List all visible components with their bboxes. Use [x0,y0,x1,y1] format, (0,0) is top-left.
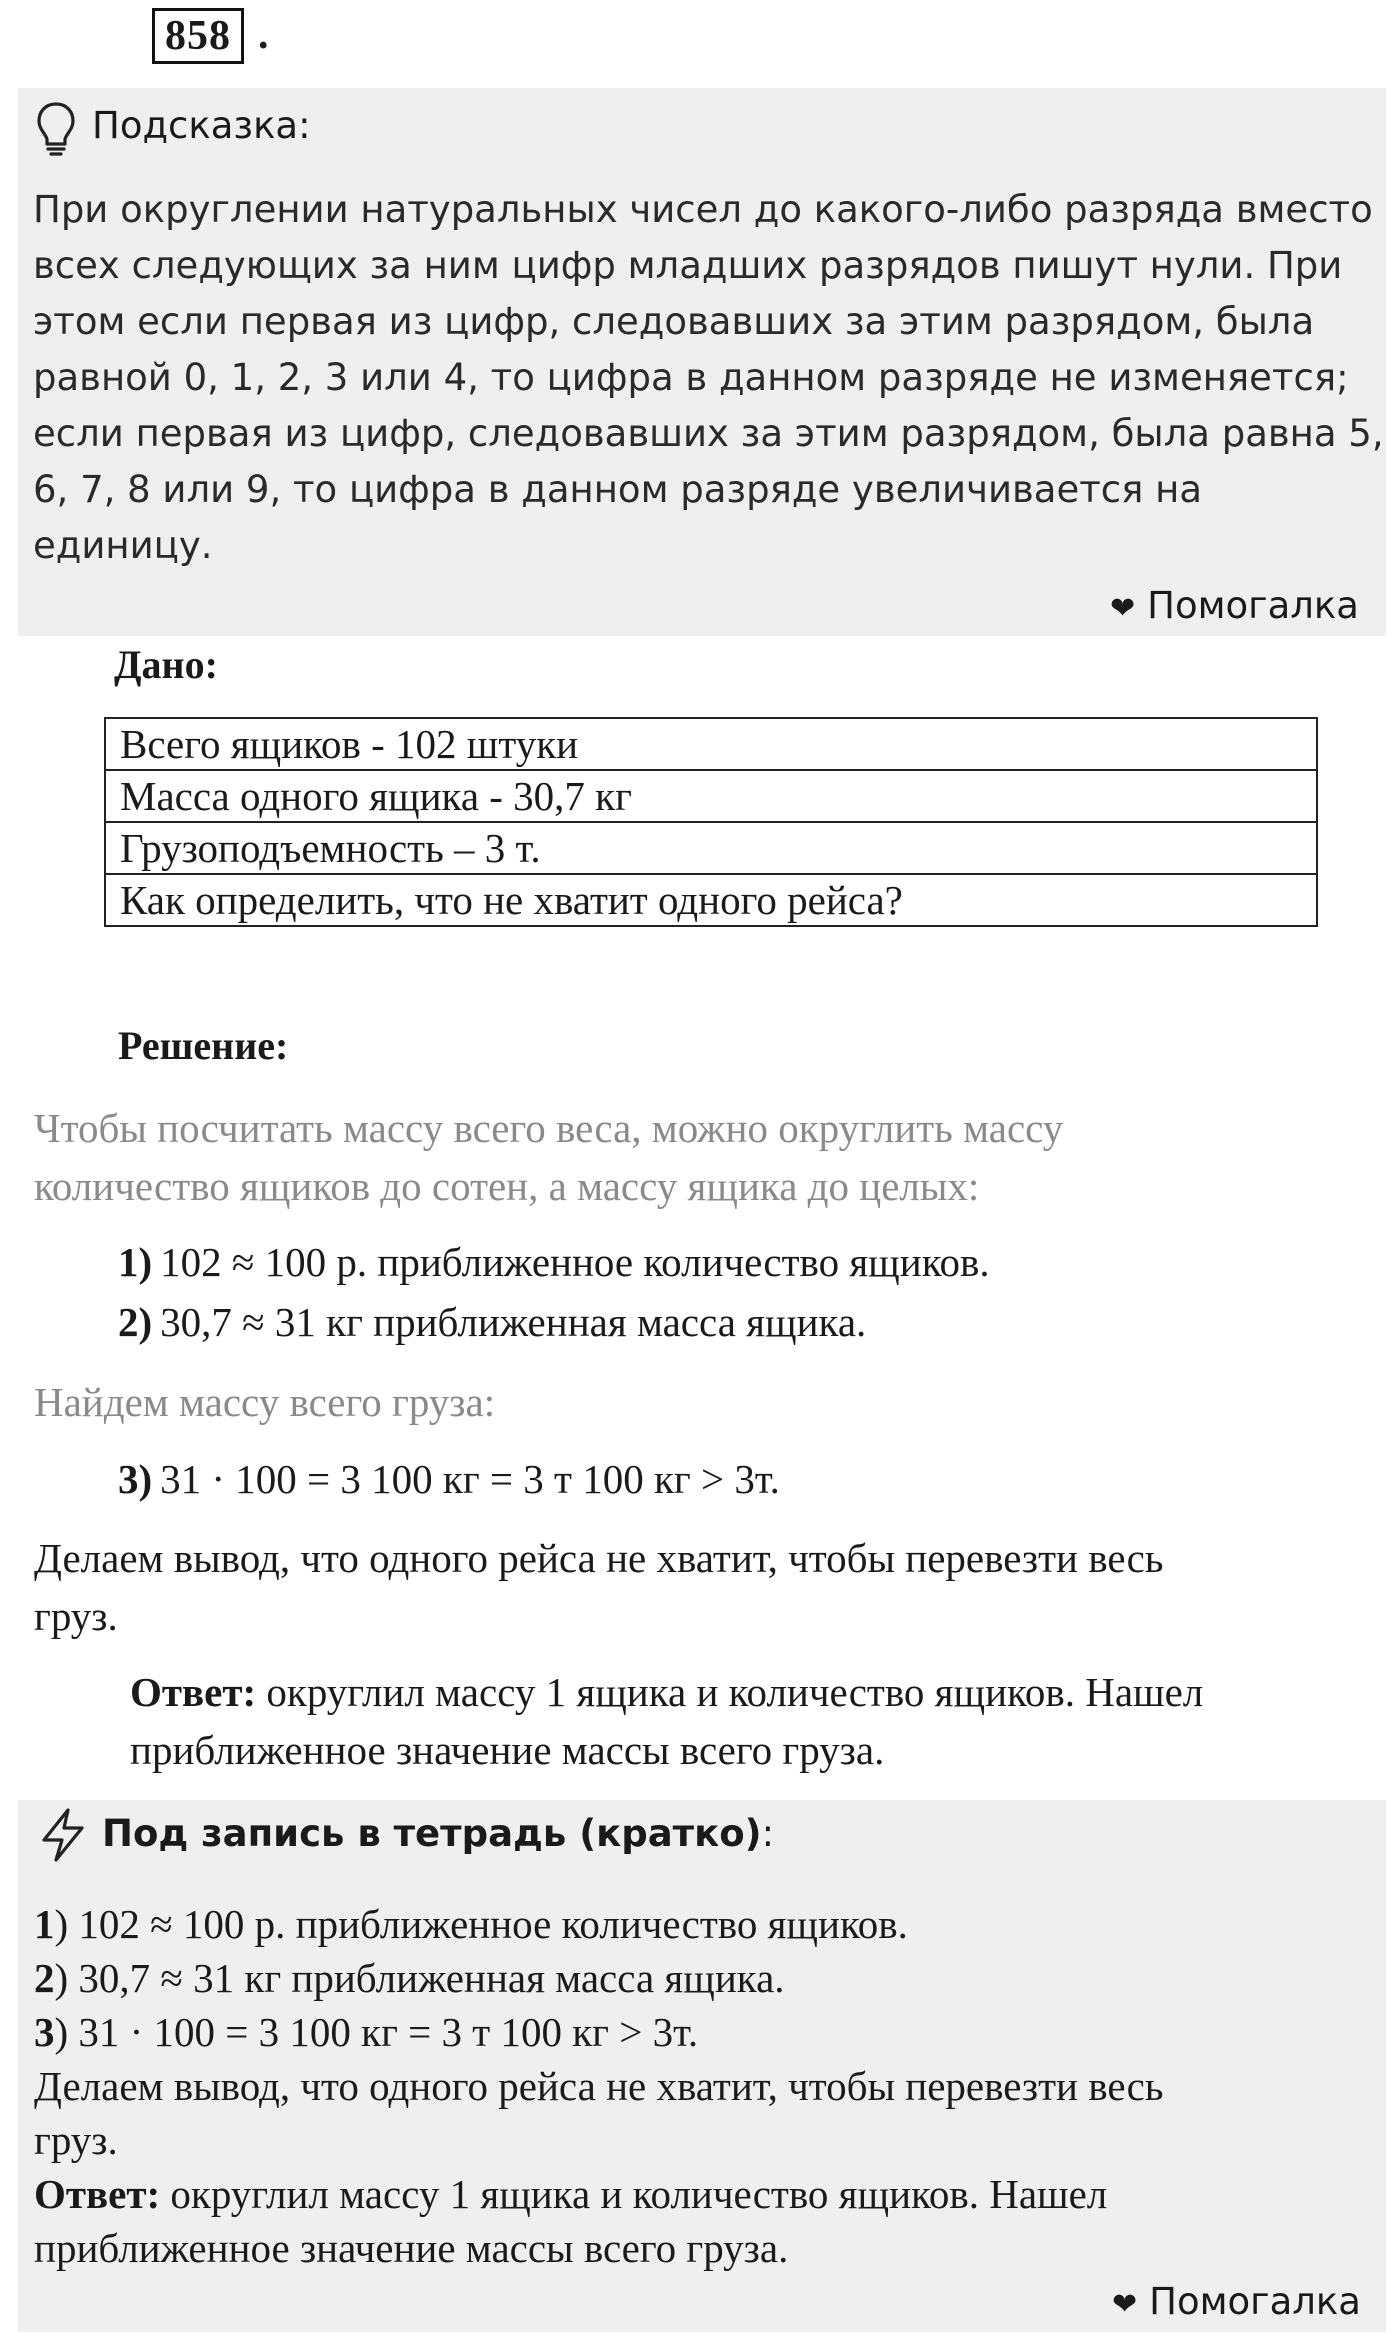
table-row [105,718,1317,770]
hint-line: единицу. [33,524,213,567]
task-number-dot: . [258,12,269,58]
heart-icon: ❤ [1110,591,1136,626]
notebook-title-text: Под запись в тетрадь (кратко) [102,1812,762,1855]
step-text: 30,7 ≈ 31 кг приближенная масса ящика. [160,1299,867,1345]
step-text: 31 · 100 = 3 100 кг = 3 т 100 кг > 3т. [160,1456,780,1502]
lightning-icon [36,1806,90,1864]
solution-answer-line [130,1663,1203,1721]
credit-notebook[interactable] [1112,2276,1361,2331]
solution-find: Найдем массу всего груза: [34,1379,496,1425]
hint-line: 6, 7, 8 или 9, то цифра в данном разряде увеличивается на [33,468,1203,511]
given-cell: Грузоподъемность – 3 т. [105,822,1317,874]
step-text: 102 ≈ 100 р. приближенное количество ящиков. [160,1239,990,1285]
hint-line: этом если первая из цифр, следовавших за этим разрядом, была [33,300,1315,343]
given-cell: Масса одного ящика - 30,7 кг [105,770,1317,822]
hint-line: При округлении натуральных чисел до какого-либо разряда вместо [33,188,1373,231]
notebook-answer-line: приближенное значение массы всего груза. [34,2225,789,2271]
solution-intro-line: количество ящиков до сотен, а массу ящика до целых: [34,1163,980,1209]
hint-title: Подсказка: [92,104,311,147]
lightbulb-icon [34,100,78,156]
hint-line: равной 0, 1, 2, 3 или 4, то цифра в данном разряде не изменяется; [33,356,1349,399]
notebook-conclusion-line: Делаем вывод, что одного рейса не хватит, чтобы перевезти весь [34,2063,1164,2109]
step-number: 3 [34,2009,55,2055]
hint-text [33,182,1384,574]
solution-title: Решение: [118,1023,289,1068]
step-number: 1) [118,1239,153,1285]
given-cell: Как определить, что не хватит одного рейса? [105,874,1317,926]
solution-conclusion-line: Делаем вывод, что одного рейса не хватит, чтобы перевезти весь [34,1535,1164,1581]
credit-label: Помогалка [1149,2280,1361,2323]
notebook-step-2 [34,1951,785,2005]
task-number: 858 [152,8,244,64]
step-text: ) 31 · 100 = 3 100 кг = 3 т 100 кг > 3т. [54,2009,699,2055]
answer-label: Ответ: [34,2171,161,2217]
solution-intro-line: Чтобы посчитать массу всего веса, можно округлить массу [34,1105,1064,1151]
given-cell: Всего ящиков - 102 штуки [105,718,1317,770]
step-number: 3) [118,1456,153,1502]
notebook-step-1 [34,1897,908,1951]
credit-hint[interactable] [1110,580,1359,635]
notebook-title [102,1806,774,1862]
table-row [105,874,1317,926]
table-row [105,770,1317,822]
heart-icon: ❤ [1112,2287,1138,2322]
notebook-conclusion-line: груз. [34,2117,118,2163]
solution-step-2 [118,1293,866,1351]
credit-label: Помогалка [1147,584,1359,627]
table-row [105,822,1317,874]
step-number: 2) [118,1299,153,1345]
answer-text: округлил массу 1 ящика и количество ящиков. Нашел [256,1669,1204,1715]
given-table [104,717,1318,927]
hint-line: всех следующих за ним цифр младших разрядов пишут нули. При [33,244,1343,287]
hint-line: если первая из цифр, следовавших за этим разрядом, была равна 5, [33,412,1384,455]
step-text: ) 102 ≈ 100 р. приближенное количество ящиков. [54,1901,908,1947]
notebook-step-3 [34,2005,698,2059]
solution-answer-line: приближенное значение массы всего груза. [130,1727,885,1773]
given-title: Дано: [114,642,218,687]
notebook-title-colon: : [761,1812,775,1855]
step-number: 2 [34,1955,55,2001]
notebook-answer-line [34,2167,1107,2221]
solution-step-3 [118,1450,780,1508]
step-text: ) 30,7 ≈ 31 кг приближенная масса ящика. [54,1955,785,2001]
solution-step-1 [118,1233,990,1291]
answer-label: Ответ: [130,1669,257,1715]
step-number: 1 [34,1901,55,1947]
solution-conclusion-line: груз. [34,1593,118,1639]
answer-text: округлил массу 1 ящика и количество ящиков. Нашел [160,2171,1108,2217]
